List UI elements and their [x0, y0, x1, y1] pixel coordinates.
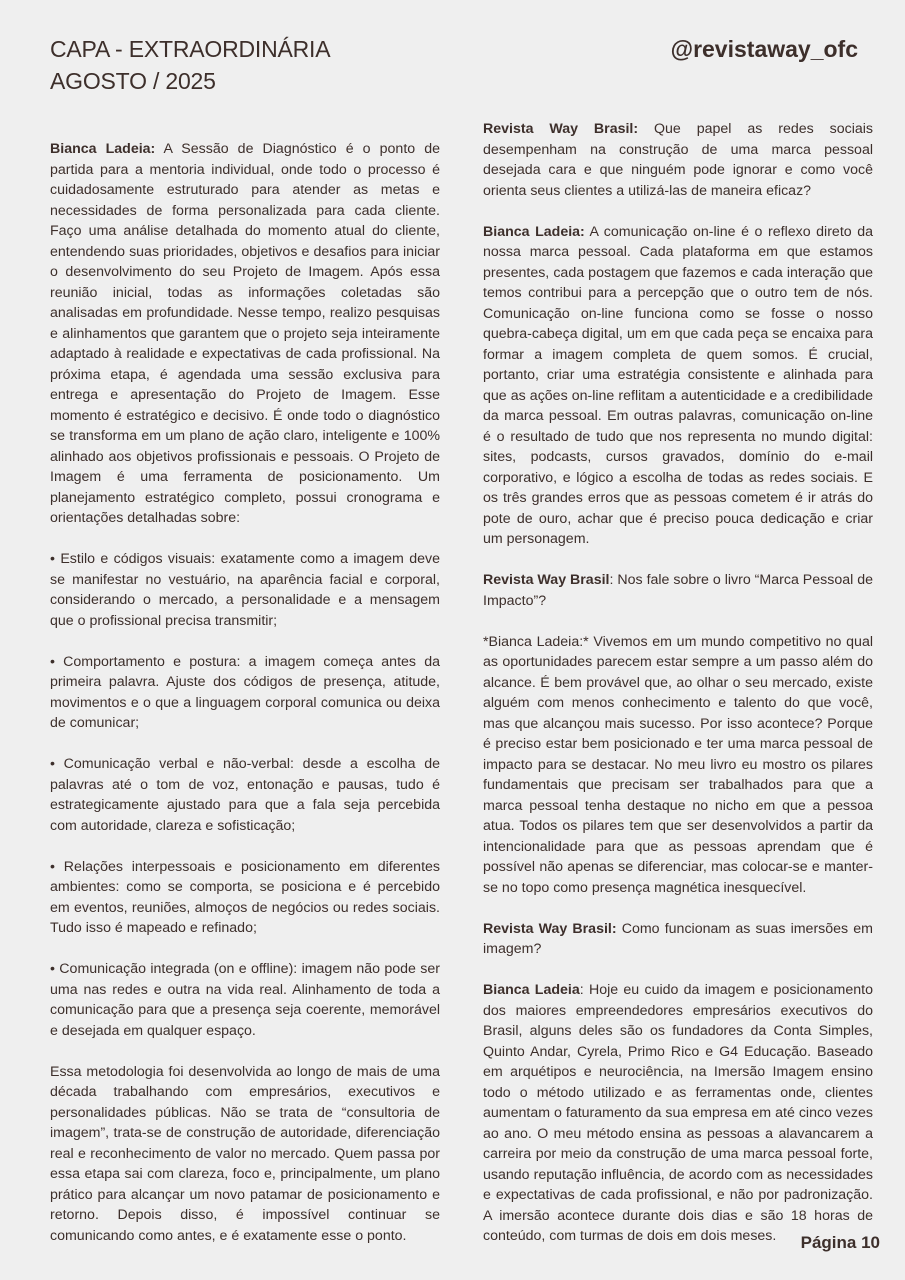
- bullet-item: • Estilo e códigos visuais: exatamente como a imagem deve se manifestar no vestuário, na aparência facial e corporal, considerando o mercado, a personalidade e a mensagem que o profissional precisa transmitir;: [50, 551, 440, 629]
- speaker-label: Bianca Ladeia: [483, 982, 580, 998]
- issue-header: [50, 33, 330, 97]
- question-text: : Nos fale sobre o livro “Marca Pessoal de Impacto”?: [483, 572, 874, 609]
- bullet-item: • Comportamento e postura: a imagem começa antes da primeira palavra. Ajuste dos códigos de presença, atitude, movimentos e o que a linguagem corporal comunica ou deixa de comunicar;: [50, 653, 440, 731]
- answer-paragraph: [483, 980, 873, 1247]
- question-paragraph: [483, 919, 873, 960]
- answer-text: *Bianca Ladeia:* Vivemos em um mundo competitivo no qual as oportunidades parecem estar sempre a um passo além do alcance. É bem provável que, ao olhar o seu mercado, existe alguém com menos conhecimento e talento do que você, mas que alcançou mais sucesso. Por isso acontece? Porque é preciso estar bem posicionado e ter uma marca pessoal de impacto para se destacar. No meu livro eu mostro os pilares fundamentais que precisam ser trabalhados para que a marca pessoal tenha destaque no nicho em que a pessoa atua. Todos os pilares tem que ser desenvolvidos a partir da intencionalidade para que as pessoas aprendam que é possível não apenas se diferenciar, mas colocar-se e manter-se no topo como presença magnética inesquecível.: [483, 633, 873, 896]
- speaker-label: Bianca Ladeia:: [483, 223, 585, 240]
- speaker-label: Revista Way Brasil:: [483, 121, 639, 137]
- bullet-item: • Relações interpessoais e posicionamento em diferentes ambientes: como se comporta, se posiciona e é percebido em eventos, reuniões, almoços de negócios ou redes sociais. Tudo isso é mapeado e refinado;: [50, 858, 440, 936]
- right-column: [483, 119, 873, 1247]
- issue-title: CAPA - EXTRAORDINÁRIA: [50, 36, 331, 62]
- speaker-label: Revista Way Brasil:: [483, 920, 617, 937]
- question-text: Que papel as redes sociais desempenham na construção de uma marca pessoal desejada cara e que ninguém pode ignorar e como você orienta seus clientes a utilizá-las de maneira eficaz?: [483, 121, 873, 199]
- left-column: [50, 139, 440, 1246]
- bullet-item: • Comunicação integrada (on e offline): imagem não pode ser uma nas redes e outra na vida real. Alinhamento de toda a comunicação para que a presença seja coerente, memorável e desejada em qualquer espaço.: [50, 961, 440, 1039]
- speaker-label: Bianca Ladeia:: [50, 141, 156, 157]
- issue-date: AGOSTO / 2025: [50, 68, 216, 94]
- question-paragraph: [483, 119, 873, 201]
- answer-text: A Sessão de Diagnóstico é o ponto de partida para a mentoria individual, onde todo o processo é cuidadosamente estruturado para atender as metas e necessidades de forma personalizada para cada cliente. Faço uma análise detalhada do momento atual do cliente, entendendo suas prioridades, objetivos e desafios para iniciar o desenvolvimento do seu Projeto de Imagem. Após essa reunião inicial, todas as informações coletadas são analisadas em profundidade. Nesse tempo, realizo pesquisas e alinhamentos que garantem que o projeto seja inteiramente adaptado à realidade e expectativas de cada profissional. Na próxima etapa, é agendada uma sessão exclusiva para entrega e apresentação do Projeto de Imagem. Esse momento é estratégico e decisivo. É onde todo o diagnóstico se transforma em um plano de ação claro, inteligente e 100% alinhado aos objetivos profissionais e pessoais. O Projeto de Imagem é uma ferramenta de posicionamento. Um planejamento estratégico completo, possui cronograma e orientações detalhadas sobre:: [50, 141, 440, 526]
- speaker-label: Revista Way Brasil: [483, 572, 610, 588]
- bullet-item: • Comunicação verbal e não-verbal: desde a escolha de palavras até o tom de voz, entonação e pausas, tudo é estrategicamente ajustado para que a fala seja percebida com autoridade, clareza e sofisticação;: [50, 756, 440, 834]
- page-number: Página 10: [800, 1233, 880, 1252]
- answer-paragraph: [483, 632, 873, 899]
- question-paragraph: [483, 570, 873, 611]
- closing-paragraph: Essa metodologia foi desenvolvida ao longo de mais de uma década trabalhando com empresários, executivos e personalidades públicas. Não se trata de “consultoria de imagem”, trata-se de construção de autoridade, diferenciação real e reconhecimento de valor no mercado. Quem passa por essa etapa sai com clareza, foco e, principalmente, um plano prático para alcançar um novo patamar de posicionamento e retorno. Depois disso, é impossível continuar se comunicando como antes, e é exatamente esse o ponto.: [50, 1063, 440, 1244]
- answer-paragraph: [483, 222, 873, 550]
- answer-text: : Hoje eu cuido da imagem e posicionamento dos maiores empreendedores empresários executivos do Brasil, alguns deles são os fundadores da Conta Simples, Quinto Andar, Cyrela, Primo Rico e G4 Educação. Baseado em arquétipos e neurociência, na Imersão Imagem ensino todo o método utilizado e as ferramentas onde, clientes aumentam o faturamento da sua empresa em até cinco vezes ao ano. O meu método ensina as pessoas a alavancarem a carreira por meio da construção de uma marca pessoal forte, usando reputação influência, de acordo com as necessidades e expectativas de cada profissional, e não por padronização. A imersão acontece durante dois dias e são 18 horas de conteúdo, com turmas de dois em dois meses.: [483, 982, 873, 1244]
- answer-paragraph: [50, 139, 440, 529]
- question-text: Como funcionam as suas imersões em imagem?: [483, 920, 873, 957]
- answer-text: A comunicação on-line é o reflexo direto da nossa marca pessoal. Cada plataforma em que estamos presentes, cada postagem que fazemos e cada interação que temos contribui para a percepção que o outro tem de nós. Comunicação on-line funciona como se fosse o nosso quebra-cabeça digital, um em que cada peça se encaixa para formar a imagem completa de quem somos. É crucial, portanto, criar uma estratégia consistente e alinhada para que as ações on-line reflitam a autenticidade e a credibilidade da marca pessoal. Em outras palavras, comunicação on-line é o resultado de tudo que nos representa no mundo digital: sites, podcasts, cursos gravados, domínio do e-mail corporativo, e lógico a escolha de todas as redes sociais. E os três grandes erros que as pessoas cometem é ir atrás do pote de ouro, achar que é preciso pouca dedicação e criar um personagem.: [483, 223, 874, 547]
- social-handle: @revistaway_ofc: [670, 36, 858, 62]
